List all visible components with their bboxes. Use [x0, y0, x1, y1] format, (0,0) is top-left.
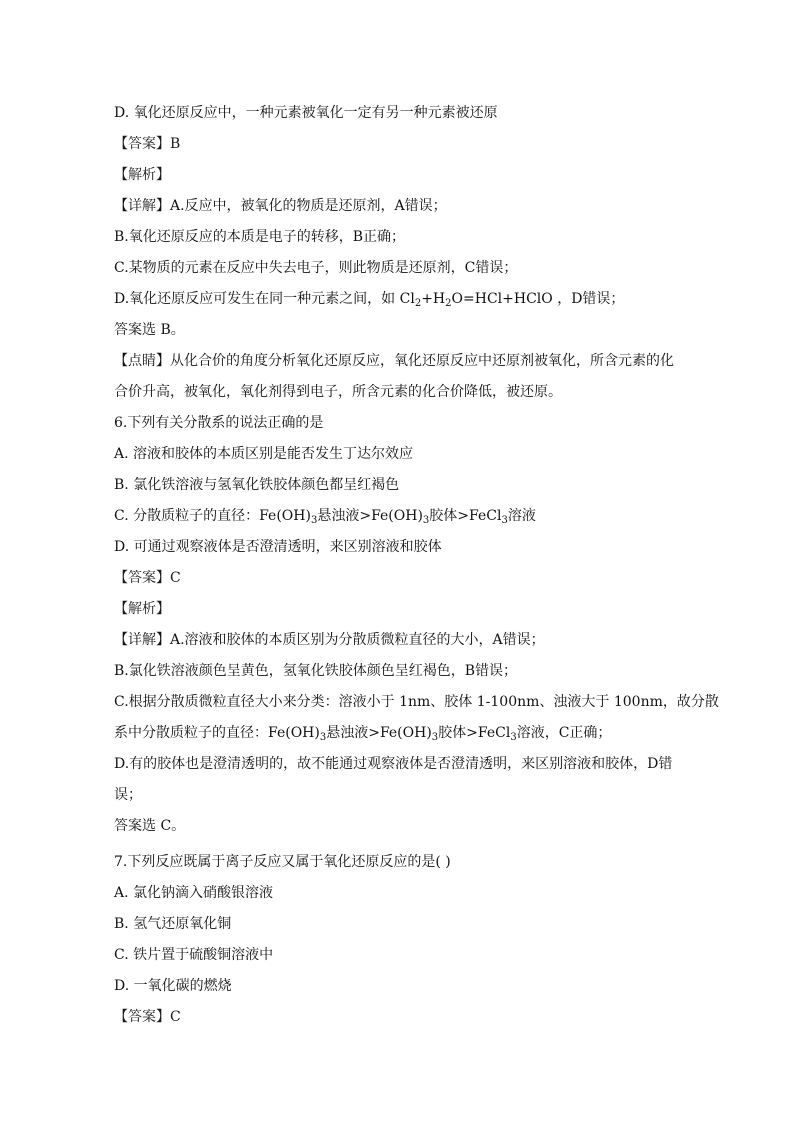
tip-q5-line2: 合价升高，被氧化，氧化剂得到电子，所含元素的化合价降低，被还原。 [114, 384, 562, 400]
question-6: 6.下列有关分散系的说法正确的是 [114, 415, 324, 431]
answer-choice-q5: 答案选 B。 [114, 322, 185, 338]
option-c-q6: C. 分散质粒子的直径：$Fe(OH)_3$悬浊液$>Fe(OH)_3$胶体>FeCl$_3$溶液 [114, 508, 536, 526]
detail-q6-c-line2: 系中分散质粒子的直径：$Fe(OH)_3$悬浊液$>Fe(OH)_3$胶体>FeCl$_3$溶液，C正确； [114, 725, 612, 743]
option-d-q7: D. 一氧化碳的燃烧 [114, 978, 232, 994]
detail-q6-b: B.氯化铁溶液颜色呈黄色，氢氧化铁胶体颜色呈红褐色，B错误； [114, 663, 518, 679]
detail-q5-c: C.某物质的元素在反应中失去电子，则此物质是还原剂，C错误； [114, 260, 518, 276]
detail-q6-a: 【详解】A.溶液和胶体的本质区别为分散质微粒直径的大小，A错误； [114, 632, 545, 648]
option-b-q6: B. 氯化铁溶液与氢氧化铁胶体颜色都呈红褐色 [114, 477, 400, 493]
option-b-q7: B. 氢气还原氧化铜 [114, 916, 232, 932]
answer-q7: 【答案】C [114, 1009, 181, 1025]
detail-q5-d: D.氧化还原反应可发生在同一种元素之间，如 $Cl_2+H_2O=HCl+HClO$ ，D错误； [114, 291, 625, 309]
option-a-q6: A. 溶液和胶体的本质区别是能否发生丁达尔效应 [114, 446, 414, 462]
answer-q6: 【答案】C [114, 570, 181, 586]
answer-q5: 【答案】B [114, 136, 181, 152]
detail-q6-d-line2: 误； [114, 787, 142, 803]
option-d-q5: D. 氧化还原反应中，一种元素被氧化一定有另一种元素被还原 [114, 105, 498, 121]
analysis-heading-q5: 【解析】 [114, 167, 170, 183]
answer-choice-q6: 答案选 C。 [114, 818, 186, 834]
analysis-heading-q6: 【解析】 [114, 601, 170, 617]
tip-q5-line1: 【点睛】从化合价的角度分析氧化还原反应，氧化还原反应中还原剂被氧化，所含元素的化 [114, 353, 674, 369]
option-d-q6: D. 可通过观察液体是否澄清透明，来区别溶液和胶体 [114, 539, 442, 555]
option-a-q7: A. 氯化钠滴入硝酸银溶液 [114, 885, 274, 901]
detail-q5-b: B.氧化还原反应的本质是电子的转移，B正确； [114, 229, 406, 245]
detail-q6-d-line1: D.有的胶体也是澄清透明的，故不能通过观察液体是否澄清透明，来区别溶液和胶体，D错 [114, 756, 673, 772]
question-7: 7.下列反应既属于离子反应又属于氧化还原反应的是( ) [114, 854, 451, 870]
option-c-q7: C. 铁片置于硫酸铜溶液中 [114, 947, 274, 963]
detail-q5-a: 【详解】A.反应中，被氧化的物质是还原剂，A错误； [114, 198, 447, 214]
detail-q6-c-line1: C.根据分散质微粒直径大小来分类：溶液小于 1nm、胶体 1-100nm、浊液大于 100nm，故分散 [114, 694, 719, 710]
